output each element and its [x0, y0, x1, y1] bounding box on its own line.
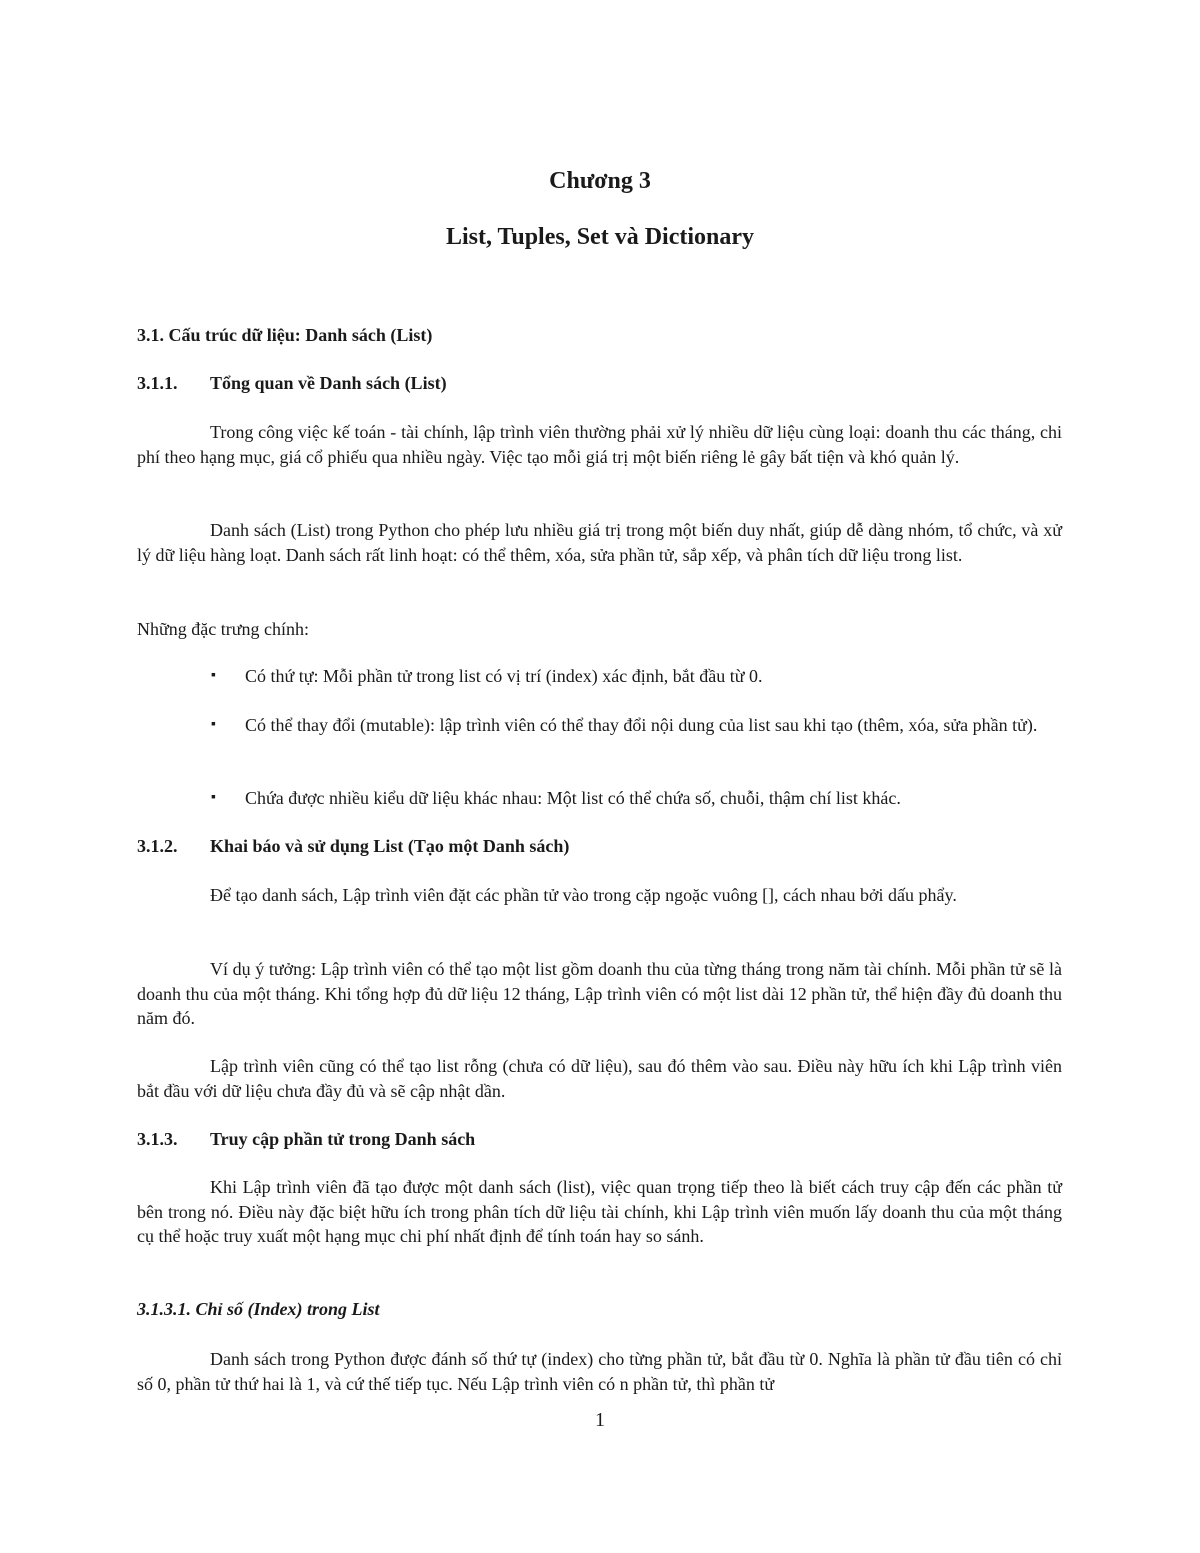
paragraph: Ví dụ ý tưởng: Lập trình viên có thể tạo một list gồm doanh thu của từng tháng trong năm tài chính. Mỗi phần tử sẽ là doanh thu của một tháng. Khi tổng hợp đủ dữ liệu 12 tháng, Lập trình viên có một list dài 12 phần tử, thể hiện đầy đủ doanh thu năm đó.	[137, 959, 1062, 1028]
section-heading-3-1: 3.1. Cấu trúc dữ liệu: Danh sách (List)	[137, 325, 433, 345]
list-item-text: Có thứ tự: Mỗi phần tử trong list có vị trí (index) xác định, bắt đầu từ 0.	[245, 666, 763, 686]
bullet-icon: ▪	[211, 790, 216, 805]
section-number: 3.1.2.	[137, 836, 178, 856]
section-title: Truy cập phần tử trong Danh sách	[210, 1129, 476, 1149]
paragraph: Trong công việc kế toán - tài chính, lập trình viên thường phải xử lý nhiều dữ liệu cùng loại: doanh thu các tháng, chi phí theo hạng mục, giá cổ phiếu qua nhiều ngày. Việc tạo mỗi giá trị một biến riêng lẻ gây bất tiện và khó quản lý.	[137, 422, 1062, 467]
list-item-text: Chứa được nhiều kiểu dữ liệu khác nhau: Một list có thể chứa số, chuỗi, thậm chí list khác.	[245, 788, 901, 808]
chapter-title: List, Tuples, Set và Dictionary	[445, 224, 755, 250]
page-number: 1	[595, 1409, 605, 1431]
list-item	[137, 664, 1062, 689]
section-title: Khai báo và sử dụng List (Tạo một Danh sách)	[210, 836, 570, 856]
list-item-text: Có thể thay đổi (mutable): lập trình viên có thể thay đổi nội dung của list sau khi tạo (thêm, xóa, sửa phần tử).	[245, 715, 1038, 735]
section-heading-3-1-3	[137, 1127, 475, 1151]
list-item	[137, 786, 1062, 811]
section-number: 3.1.3.	[137, 1129, 178, 1149]
paragraph: Để tạo danh sách, Lập trình viên đặt các phần tử vào trong cặp ngoặc vuông [], cách nhau bởi dấu phẩy.	[210, 885, 957, 905]
bullet-icon: ▪	[211, 717, 216, 732]
paragraph: Danh sách (List) trong Python cho phép lưu nhiều giá trị trong một biến duy nhất, giúp dễ dàng nhóm, tổ chức, và xử lý dữ liệu hàng loạt. Danh sách rất linh hoạt: có thể thêm, xóa, sửa phần tử, sắp xếp, và phân tích dữ liệu trong list.	[137, 520, 1062, 565]
section-heading-3-1-1	[137, 371, 447, 395]
features-label: Những đặc trưng chính:	[137, 619, 309, 639]
list-item	[137, 713, 1062, 738]
paragraph: Danh sách trong Python được đánh số thứ tự (index) cho từng phần tử, bắt đầu từ 0. Nghĩa là phần tử đầu tiên có chỉ số 0, phần tử thứ hai là 1, và cứ thế tiếp tục. Nếu Lập trình viên có n phần tử, thì phần tử	[137, 1349, 1062, 1394]
chapter-number: Chương 3	[549, 168, 651, 194]
paragraph: Lập trình viên cũng có thể tạo list rỗng (chưa có dữ liệu), sau đó thêm vào sau. Điều này hữu ích khi Lập trình viên bắt đầu với dữ liệu chưa đầy đủ và sẽ cập nhật dần.	[137, 1056, 1062, 1101]
section-heading-3-1-3-1: 3.1.3.1. Chỉ số (Index) trong List	[137, 1299, 380, 1319]
paragraph: Khi Lập trình viên đã tạo được một danh sách (list), việc quan trọng tiếp theo là biết cách truy cập đến các phần tử bên trong nó. Điều này đặc biệt hữu ích trong phân tích dữ liệu tài chính, khi Lập trình viên muốn lấy doanh thu của một tháng cụ thể hoặc truy xuất một hạng mục chi phí nhất định để tính toán hay so sánh.	[137, 1177, 1062, 1246]
section-heading-3-1-2	[137, 834, 569, 858]
section-number: 3.1.1.	[137, 373, 178, 393]
section-title: Tổng quan về Danh sách (List)	[210, 373, 447, 393]
bullet-icon: ▪	[211, 668, 216, 683]
